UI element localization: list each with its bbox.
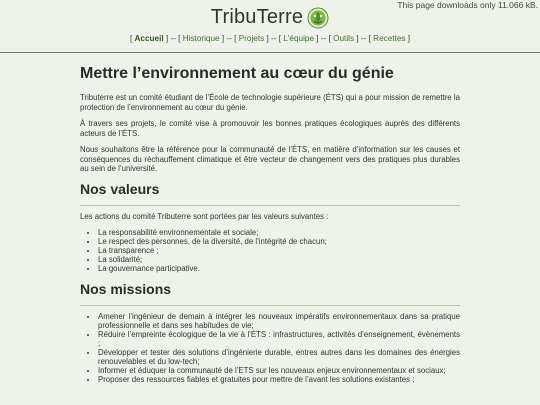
list-item: • Développer et tester des solutions d’ingénierie durable, entres autres dans les domaines des énergies renouvelables et du low-tech; xyxy=(98,348,460,366)
list-item: • La gouvernance participative. xyxy=(98,264,460,273)
nav-equipe[interactable]: L'équipe xyxy=(283,34,315,43)
values-list xyxy=(80,228,460,273)
list-item: • Proposer des ressources fiables et gratuites pour mettre de l’avant les solutions existantes ; xyxy=(98,375,460,384)
missions-divider xyxy=(80,305,460,306)
values-heading: Nos valeurs xyxy=(80,180,160,197)
nav-outils[interactable]: Outils xyxy=(333,34,355,43)
list-item: • Réduire l’empreinte écologique de la vie à l’ÉTS : infrastructures, activités d’enseignement, évènements ; xyxy=(98,330,460,348)
main-nav: [ Accueil ] -- [ Historique ] -- [ Projets ] -- [ L'équipe ] -- [ Outils ] -- [ Recettes ] xyxy=(129,34,411,43)
intro-paragraph-1: Tributerre est un comité étudiant de l’École de technologie supérieure (ÉTS) qui a pour mission de remettre la protection de l’environnement au cœur du génie. xyxy=(80,93,460,112)
missions-heading: Nos missions xyxy=(80,281,172,297)
brand xyxy=(0,6,540,29)
list-item: • La transparence ; xyxy=(98,246,460,255)
list-item: • La responsabilité environnementale et sociale; xyxy=(98,228,460,237)
values-divider xyxy=(80,205,460,206)
list-item: • Le respect des personnes, de la diversité, de l’intégrité de chacun; xyxy=(98,237,460,246)
nav-historique[interactable]: Historique xyxy=(182,34,220,43)
nav-recettes[interactable]: Recettes xyxy=(373,34,406,43)
download-note: This page downloads only 11.066 kB. xyxy=(397,0,538,10)
tributerre-logo-icon xyxy=(307,7,329,29)
list-item: • La solidarité; xyxy=(98,255,460,264)
main-content xyxy=(0,53,540,384)
site-title[interactable]: TribuTerre xyxy=(210,6,304,28)
page-title: Mettre l’environnement au cœur du génie xyxy=(80,65,394,82)
intro-paragraph-2: À travers ses projets, le comité vise à promouvoir les bonnes pratiques écologiques auprès des différents acteurs de l’ÉTS. xyxy=(80,119,460,138)
site-header xyxy=(0,0,540,53)
nav-accueil[interactable]: Accueil xyxy=(134,34,164,43)
intro-paragraph-3: Nous souhaitons être la référence pour la communauté de l’ÉTS, en matière d’information sur les causes et conséquences du réchauffement climatique et être vecteur de changement vers des pratiques plus durables au sein de l’université. xyxy=(80,145,460,173)
list-item: • Amener l’ingénieur de demain à intégrer les nouveaux impératifs environnementaux dans sa pratique professionnelle et dans ses habitudes de vie; xyxy=(98,312,460,330)
values-intro: Les actions du comité Tributerre sont portées par les valeurs suivantes : xyxy=(80,211,329,221)
missions-list xyxy=(80,312,460,384)
list-item: • Informer et éduquer la communauté de l’ETS sur les nouveaux enjeux environnementaux et sociaux; xyxy=(98,366,460,375)
nav-projets[interactable]: Projets xyxy=(238,34,265,43)
